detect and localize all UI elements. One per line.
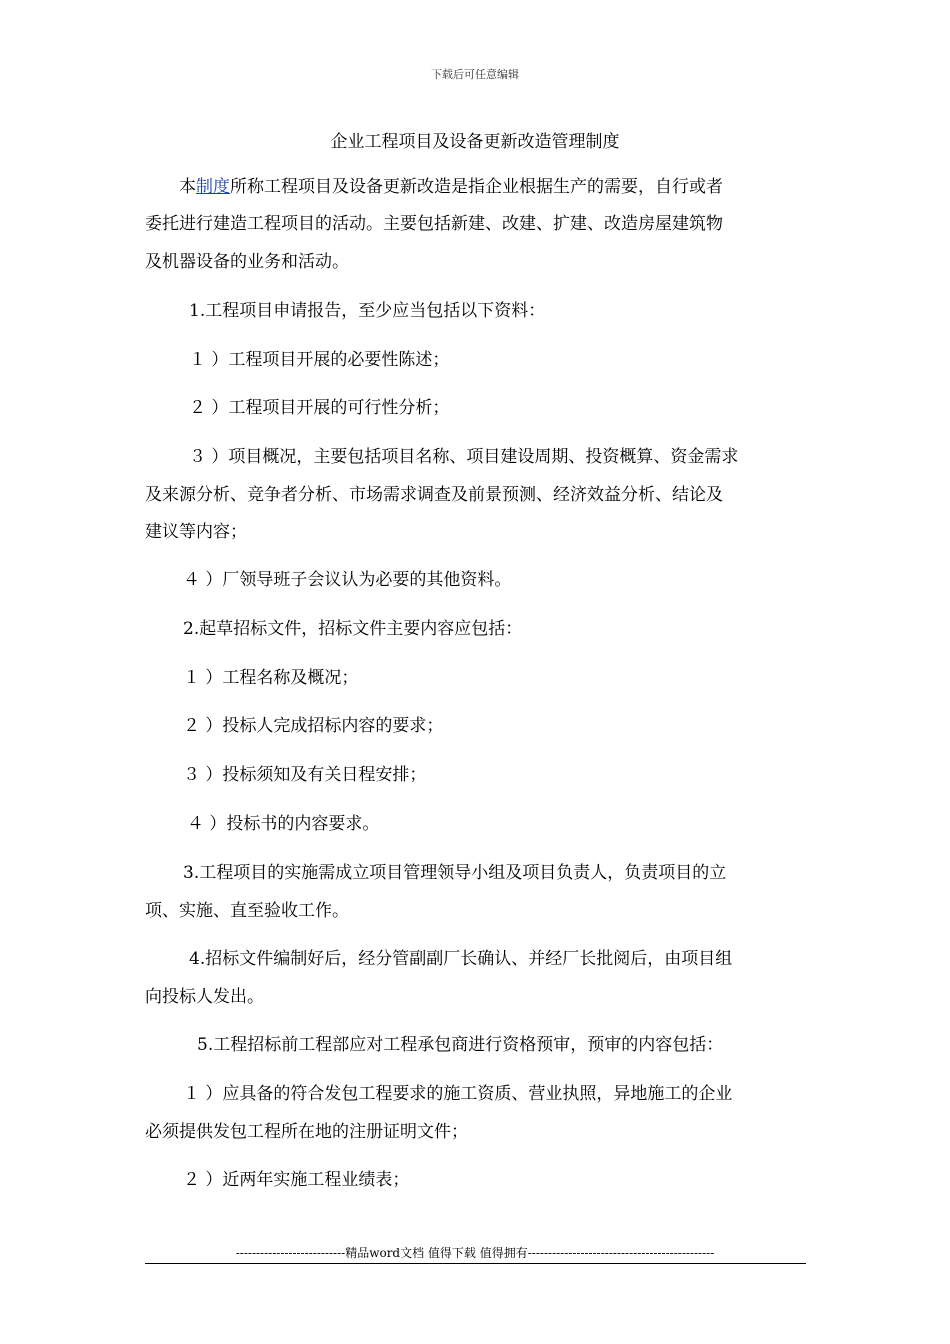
intro-prefix: 本: [179, 177, 196, 197]
section-2-item-2: ２ ）投标人完成招标内容的要求；: [183, 716, 444, 736]
footer-text: ---------------------------精品word文档 值得下载 值得拥有----------------------------------------------: [235, 1246, 715, 1260]
section-2-item-4: ４ ）投标书的内容要求。: [187, 814, 380, 834]
section-5-heading: 5.工程招标前工程部应对工程承包商进行资格预审，预审的内容包括：: [197, 1035, 724, 1055]
header-note: 下载后可任意编辑: [431, 68, 519, 81]
intro-link[interactable]: 制度: [196, 177, 230, 197]
section-1-item-3-line-1: ３ ）项目概况，主要包括项目名称、项目建设周期、投资概算、资金需求: [189, 447, 739, 467]
section-1-item-3-line-2: 及来源分析、竞争者分析、市场需求调查及前景预测、经济效益分析、结论及: [145, 485, 723, 505]
section-4-line-2: 向投标人发出。: [145, 987, 264, 1007]
section-2-item-3: ３ ）投标须知及有关日程安排；: [183, 765, 427, 785]
intro-line-2: 委托进行建造工程项目的活动。主要包括新建、改建、扩建、改造房屋建筑物: [145, 214, 723, 234]
section-3-line-1: 3.工程项目的实施需成立项目管理领导小组及项目负责人，负责项目的立: [183, 863, 727, 883]
section-1-item-1: １ ）工程项目开展的必要性陈述；: [189, 350, 450, 370]
intro-line-1-rest: 所称工程项目及设备更新改造是指企业根据生产的需要，自行或者: [230, 177, 723, 197]
section-1-item-4: ４ ）厂领导班子会议认为必要的其他资料。: [183, 570, 512, 590]
footer-divider: [145, 1263, 806, 1264]
intro-line-3: 及机器设备的业务和活动。: [145, 252, 349, 272]
section-3-line-2: 项、实施、直至验收工作。: [145, 901, 349, 921]
section-5-item-2: ２ ）近两年实施工程业绩表；: [183, 1170, 410, 1190]
section-1-item-2: ２ ）工程项目开展的可行性分析；: [189, 398, 450, 418]
intro-line-1: [145, 168, 805, 206]
section-2-heading: 2.起草招标文件，招标文件主要内容应包括：: [183, 619, 523, 639]
section-1-item-3-line-3: 建议等内容；: [145, 522, 247, 542]
document-title: 企业工程项目及设备更新改造管理制度: [330, 132, 620, 152]
section-4-line-1: 4.招标文件编制好后，经分管副副厂长确认、并经厂长批阅后，由项目组: [189, 949, 733, 969]
section-1-heading: 1.工程项目申请报告，至少应当包括以下资料：: [189, 301, 546, 321]
section-5-item-1-line-1: １ ）应具备的符合发包工程要求的施工资质、营业执照，异地施工的企业: [183, 1084, 733, 1104]
section-5-item-1-line-2: 必须提供发包工程所在地的注册证明文件；: [145, 1122, 468, 1142]
section-2-item-1: １ ）工程名称及概况；: [183, 668, 359, 688]
